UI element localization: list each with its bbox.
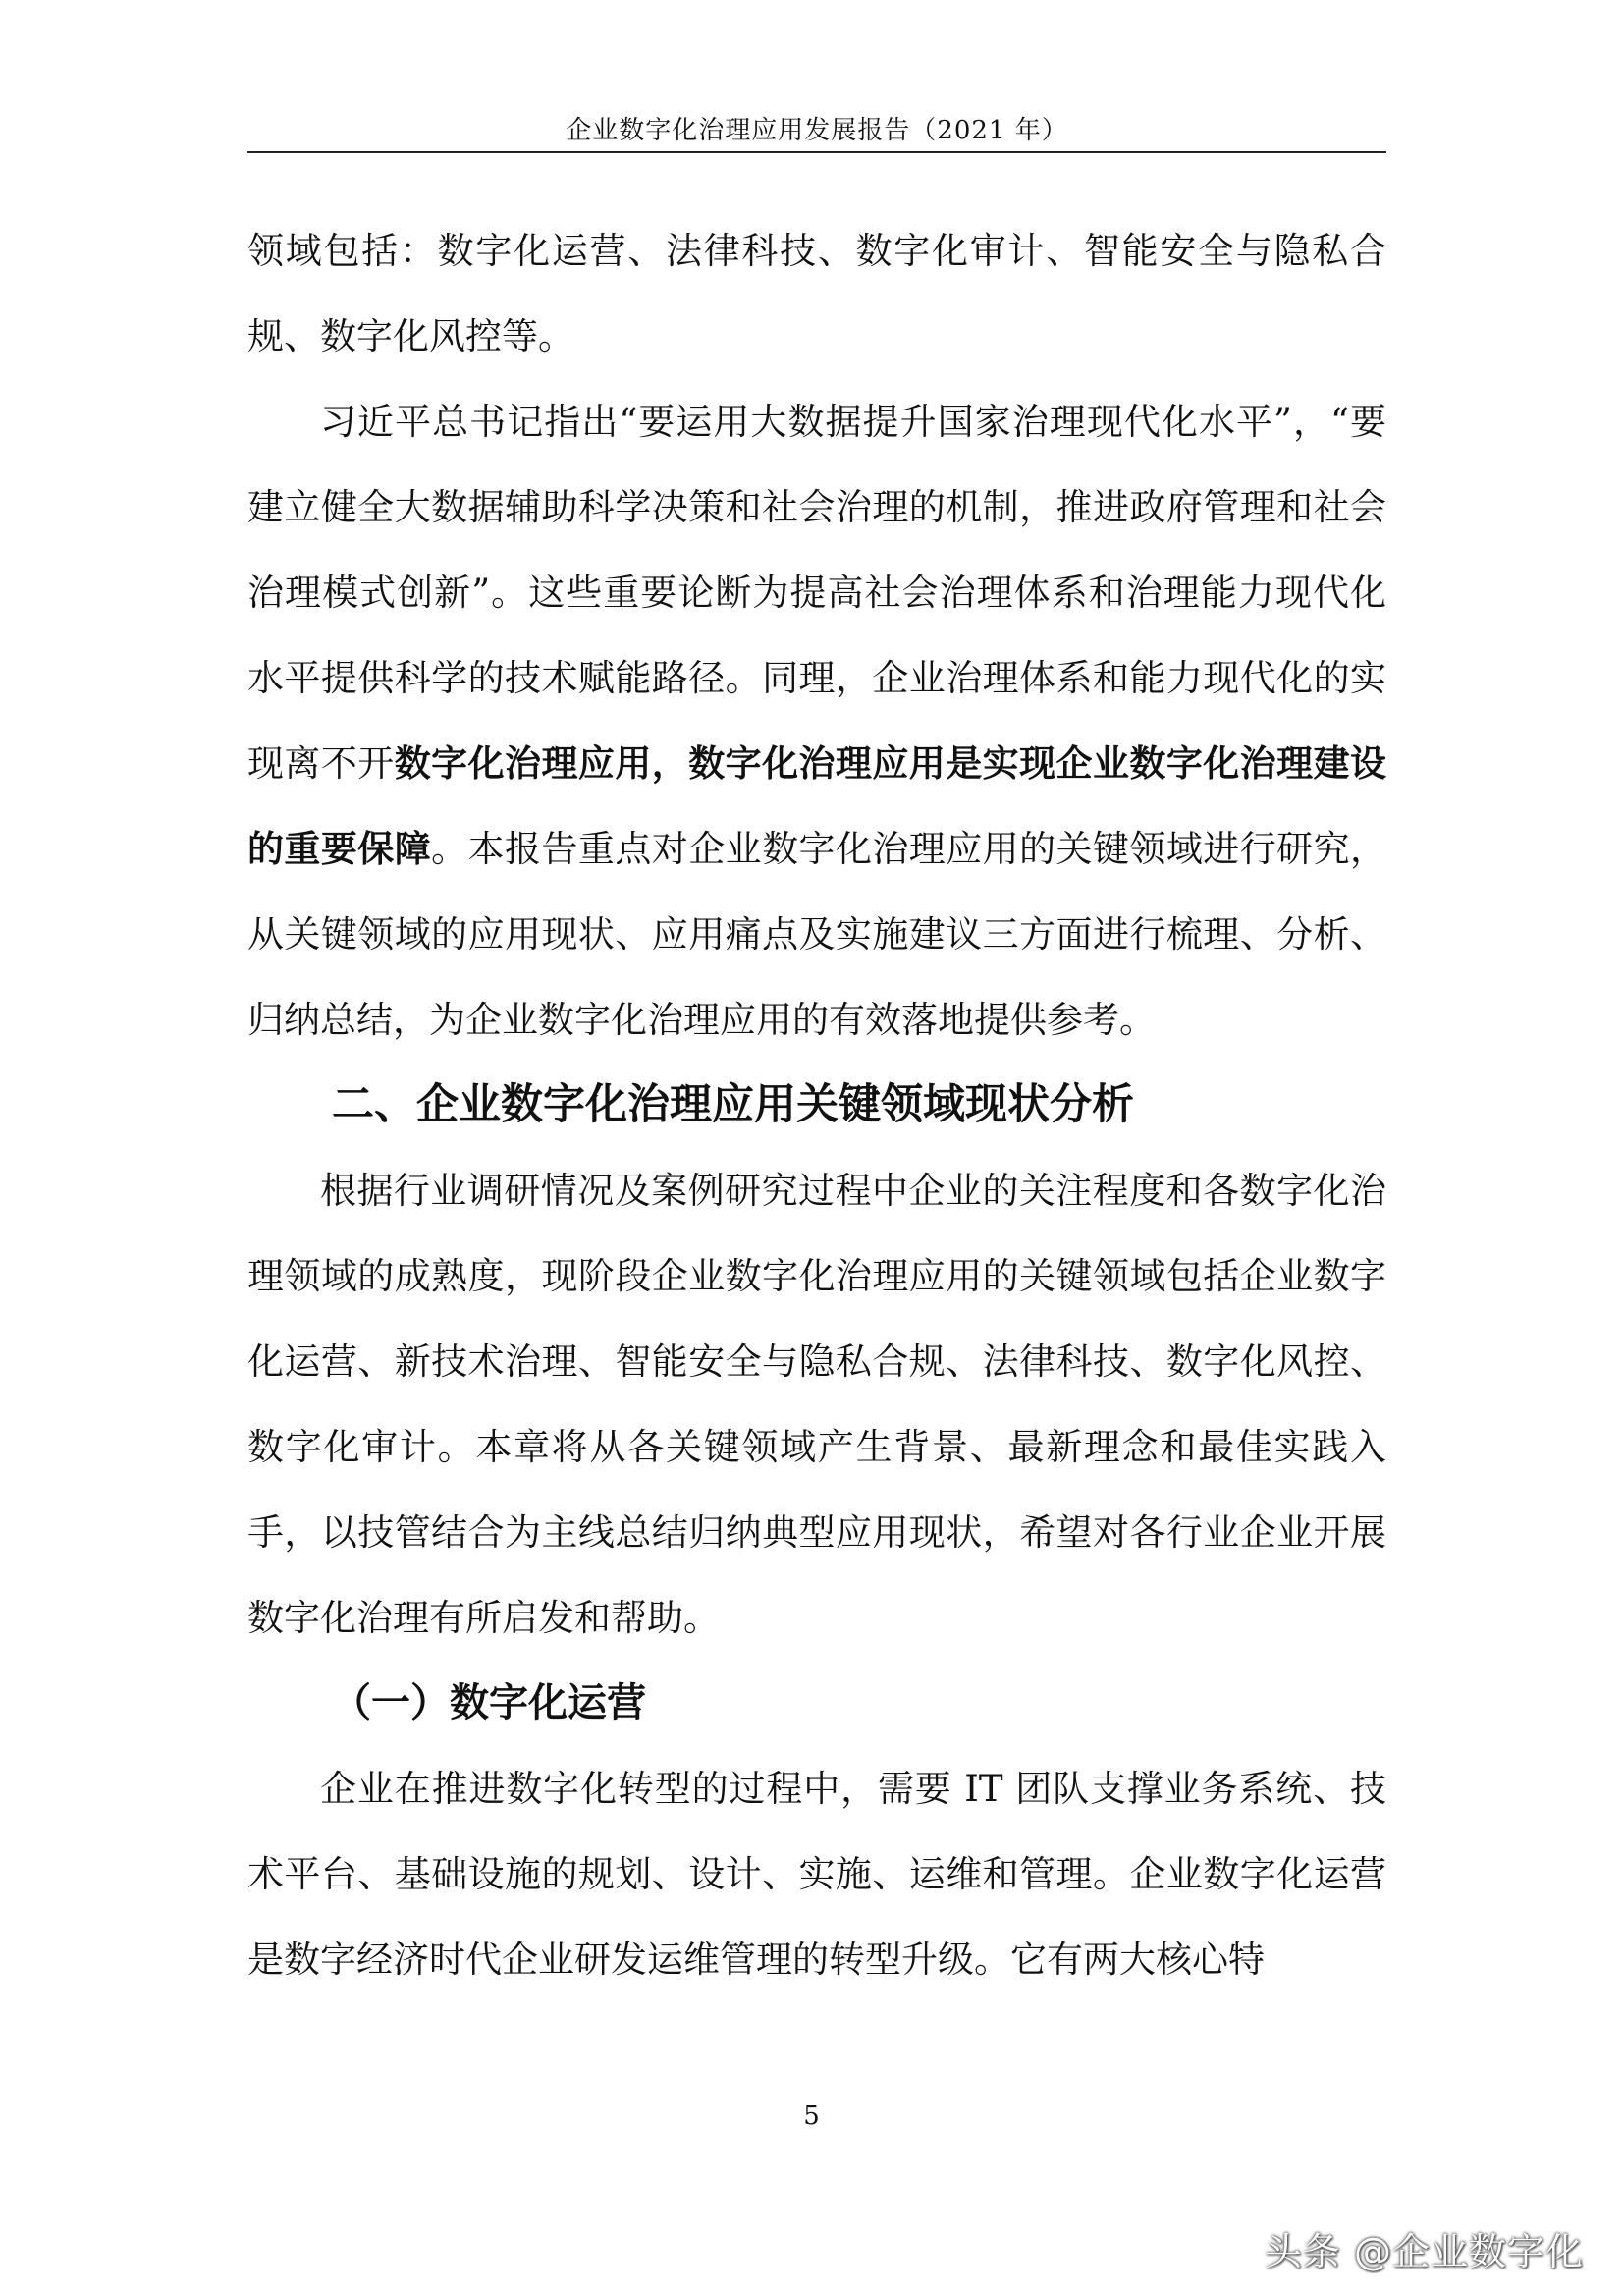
paragraph-1: 领域包括：数字化运营、法律科技、数字化审计、智能安全与隐私合规、数字化风控等。	[247, 230, 1386, 357]
paragraph-2	[247, 379, 1386, 1063]
running-header: 企业数字化治理应用发展报告（2021 年）	[566, 116, 1068, 145]
body-text	[247, 208, 1386, 2002]
paragraph-2-text: 习近平总书记指出“要运用大数据提升国家治理现代化水平”，“要建立健全大数据辅助科学决策和社会治理的机制，推进政府管理和社会治理模式创新”。这些重要论断为提高社会治理体系和治理能力现代化水平提供科学的技术赋能路径。同理，企业治理体系和能力现代化的实现离不开	[247, 401, 1386, 785]
section-heading: 二、企业数字化治理应用关键领域现状分析	[332, 1080, 1134, 1129]
watermark: 头条 @企业数字化	[1264, 2230, 1584, 2273]
paragraph-4: 企业在推进数字化转型的过程中，需要 IT 团队支撑业务系统、技术平台、基础设施的规划、设计、实施、运维和管理。企业数字化运营是数字经济时代企业研发运维管理的转型升级。它有两大核心特	[247, 1768, 1386, 1981]
paragraph-2-rest: 。本报告重点对企业数字化治理应用的关键领域进行研究，从关键领域的应用现状、应用痛点及实施建议三方面进行梳理、分析、归纳总结，为企业数字化治理应用的有效落地提供参考。	[247, 828, 1387, 1041]
header-rule	[247, 151, 1386, 153]
subsection-heading: （一）数字化运营	[332, 1680, 646, 1725]
page-number: 5	[803, 2102, 820, 2131]
paragraph-3: 根据行业调研情况及案例研究过程中企业的关注程度和各数字化治理领域的成熟度，现阶段企业数字化治理应用的关键领域包括企业数字化运营、新技术治理、智能安全与隐私合规、法律科技、数字化风控、数字化审计。本章将从各关键领域产生背景、最新理念和最佳实践入手，以技管结合为主线总结归纳典型应用现状，希望对各行业企业开展数字化治理有所启发和帮助。	[247, 1170, 1386, 1639]
paragraph-2-bold: 数字化治理应用，数字化治理应用是实现企业数字化治理建设的重要保障	[247, 742, 1386, 870]
